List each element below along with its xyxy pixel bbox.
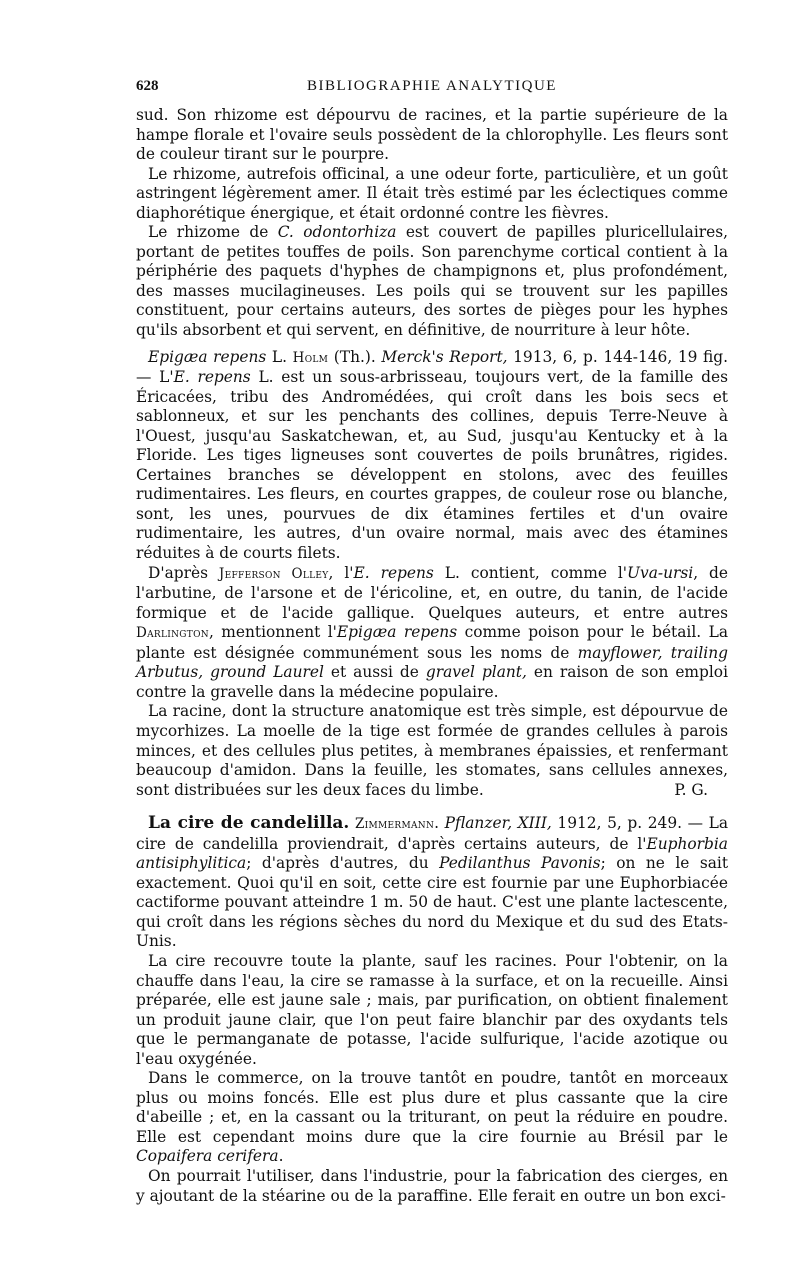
species-name: C. odontorhiza bbox=[277, 223, 397, 242]
entry-title: La cire de candelilla. bbox=[148, 813, 350, 834]
paragraph: Dans le commerce, on la trouve tantôt en poudre, tantôt en morceaux plus ou moins foncés. Elle est plus dure et plus cassante que la cire d'abeille ; et, en la cassant ou la triturant, on peut la réduire en poudre. Elle est cependant moins dure que la cire fournie au Brésil par le Copaifera cerifera. bbox=[136, 1069, 728, 1166]
paragraph: D'après Jefferson Olley, l'E. repens L. contient, comme l'Uva-ursi, de l'arbutine, de l'arsone et de l'éricoline, et, en outre, du tanin, de l'acide formique et de l'acide gallique. Quelques auteurs, et entre autres Darlington, mentionnent l'Epigæa repens comme poison pour le bétail. La plante est désignée communément sous les noms de mayflower, trailing Arbutus, ground Laurel et aussi de gravel plant, en raison de son emploi contre la gravelle dans la médecine populaire. bbox=[136, 563, 728, 701]
paragraph: La cire recouvre toute la plante, sauf les racines. Pour l'obtenir, on la chauffe dans l'eau, la cire se ramasse à la surface, et on la recueille. Ainsi préparée, elle est jaune sale ; mais, par purification, on obtient finalement un produit jaune clair, que l'on peut faire blanchir par des oxydants tels que le permanganate de potasse, l'acide sulfurique, l'acide azotique ou l'eau oxygénée. bbox=[136, 951, 728, 1068]
running-title: BIBLIOGRAPHIE ANALYTIQUE bbox=[307, 78, 557, 94]
page-number: 628 bbox=[136, 78, 159, 94]
species-name: Epigæa repens bbox=[336, 623, 458, 642]
entry-epigaea: Epigæa repens L. Holm (Th.). Merck's Report, 1913, 6, p. 144-146, 19 fig. — L'E. repens L. est un sous-arbrisseau, toujours vert, de la famille des Éricacées, tribu des Andromédées, qui croît dans les bois secs et sablonneux, et sur les penchants des collines, depuis Terre-Neuve à l'Ouest, jusqu'au Saskatchewan, et, au Sud, jusqu'au Kentucky et à la Floride. Les tiges ligneuses sont couvertes de poils brunâtres, rigides. Certaines branches se développent en stolons, avec des feuilles rudimentaires. Les fleurs, en courtes grappes, de couleur rose ou blanche, sont, les unes, pourvues de dix étamines fertiles et d'un ovaire rudimentaire, les autres, d'un ovaire normal, mais avec des étamines réduites à de courts filets. bbox=[136, 347, 729, 563]
paragraph: sud. Son rhizome est dépourvu de racines, et la partie supérieure de la hampe florale et l'ovaire seuls possèdent de la chlorophylle. Les fleurs sont de couleur tirant sur le pourpre. bbox=[136, 106, 728, 164]
species-name: Pedilanthus Pavonis bbox=[439, 854, 601, 873]
journal-name: Pflanzer, XIII, bbox=[444, 814, 552, 833]
author-name: Zimmermann bbox=[354, 816, 435, 833]
author-name: Holm bbox=[292, 349, 329, 366]
author-initials: P. G. bbox=[674, 780, 708, 799]
author-name: Darlington bbox=[136, 625, 209, 642]
common-name: gravel plant, bbox=[425, 663, 527, 682]
species-name: E. repens bbox=[353, 563, 434, 582]
article-body bbox=[136, 106, 728, 1206]
entry-candelilla: La cire de candelilla. Zimmermann. Pflanzer, XIII, 1912, 5, p. 249. — La cire de candelilla proviendrait, d'après certains auteurs, de l'Euphorbia antisiphylitica; d'après d'autres, du Pedilanthus Pavonis; on ne le sait exactement. Quoi qu'il en soit, cette cire est fournie par une Euphorbiacée cactiforme pouvant atteindre 1 m. 50 de haut. C'est une plante lactescente, qui croît dans les régions sèches du nord du Mexique et du sud des Etats-Unis. bbox=[136, 813, 729, 951]
running-header bbox=[136, 78, 728, 102]
species-name: Uva-ursi bbox=[627, 563, 694, 582]
species-name: Epigæa repens bbox=[148, 347, 267, 366]
journal-name: Merck's Report, bbox=[381, 347, 508, 366]
paragraph: On pourrait l'utiliser, dans l'industrie, pour la fabrication des cierges, en y ajoutant de la stéarine ou de la paraffine. Elle ferait en outre un bon exci- bbox=[136, 1166, 728, 1205]
author-name: Jefferson Olley bbox=[218, 565, 329, 582]
paragraph: La racine, dont la structure anatomique est très simple, est dépourvue de mycorhizes. La moelle de la tige est formée de grandes cellules à parois minces, et des cellules plus petites, à membranes épaissies, et renfermant beaucoup d'amidon. Dans la feuille, les stomates, sans cellules annexes, sont distribuées sur les deux faces du limbe. P. G. bbox=[136, 702, 728, 799]
species-name: Euphorbia antisiphylitica bbox=[136, 834, 728, 873]
paragraph: Le rhizome, autrefois officinal, a une odeur forte, particulière, et un goût astringent légèrement amer. Il était très estimé par les éclectiques comme diaphorétique énergique, et était ordonné contre les fièvres. bbox=[136, 164, 728, 222]
paragraph: Le rhizome de C. odontorhiza est couvert de papilles pluricellulaires, portant de petites touffes de poils. Son parenchyme cortical contient à la périphérie des paquets d'hyphes de champignons et, plus profondément, des masses mucilagineuses. Les poils qui se trouvent sur les papilles constituent, pour certains auteurs, des sortes de pièges pour les hyphes qu'ils absorbent et qui servent, en définitive, de nourriture à leur hôte. bbox=[136, 223, 729, 340]
common-names: mayflower, trailing Arbutus, ground Laurel bbox=[136, 643, 728, 682]
species-name: Copaifera cerifera bbox=[136, 1147, 279, 1166]
species-name: E. repens bbox=[173, 368, 251, 387]
